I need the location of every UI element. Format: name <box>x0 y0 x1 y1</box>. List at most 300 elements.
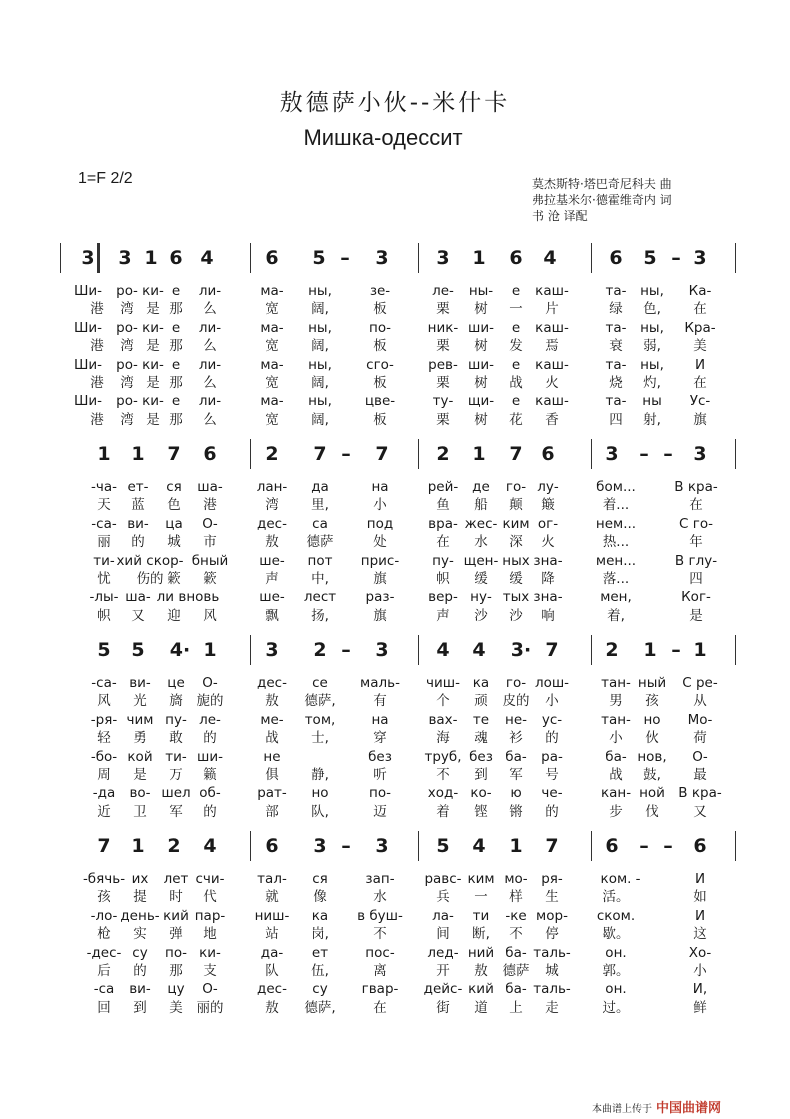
lyric-syllable: 落... <box>602 571 630 587</box>
lyric-syllable: на <box>371 479 389 495</box>
lyric-syllable: 样 <box>509 889 523 906</box>
lyric-syllable: е <box>511 356 521 373</box>
lyric-syllable: тал- <box>257 871 287 887</box>
note: 7 <box>545 639 559 661</box>
lyric-syllable: 如 <box>693 889 707 906</box>
lyric-syllable: 水 <box>474 534 488 551</box>
lyric-syllable: 响 <box>541 607 555 624</box>
lyric-syllable: 走 <box>545 999 559 1016</box>
lyric-syllable: 鱼 <box>436 497 450 514</box>
note: 2 <box>436 443 450 465</box>
lyric-syllable: ны- <box>468 283 494 299</box>
lyric-syllable: 在 <box>693 375 707 391</box>
lyric-syllable: 射, <box>643 411 661 428</box>
lyric-syllable: 过。 <box>602 999 630 1016</box>
lyric-syllable: кий <box>163 907 189 924</box>
lyric-syllable: 的 <box>545 730 559 747</box>
lyric-syllable: 地 <box>203 926 217 943</box>
lyric-syllable: ря- <box>541 871 563 887</box>
lyric-syllable: ны, <box>640 356 664 373</box>
lyric-syllable: 那 <box>169 301 183 318</box>
lyric-syllable: 香 <box>545 411 559 428</box>
note: 3 <box>693 247 707 269</box>
lyric-syllable: 丽的 <box>196 999 224 1016</box>
lyric-syllable: е <box>511 283 521 299</box>
lyric-syllable: да- <box>260 944 284 961</box>
note: 6 <box>169 247 183 269</box>
lyric-syllable: 小 <box>545 693 559 710</box>
lyric-syllable: щен- <box>463 552 499 569</box>
barline <box>735 831 736 861</box>
lyric-syllable: 断, <box>472 926 490 943</box>
barline <box>591 635 592 665</box>
lyric-syllable: 板 <box>373 338 387 355</box>
lyric-syllable: ный <box>637 675 667 691</box>
lyric-syllable: ну- <box>470 589 492 606</box>
lyric-syllable: пос- <box>365 944 395 961</box>
lyric-syllable: лан- <box>256 479 288 495</box>
lyric-syllable: са <box>312 515 328 532</box>
lyric-syllable: 色 <box>167 497 181 514</box>
lyric-syllable: 宽 <box>265 411 279 428</box>
note: 3· <box>510 639 532 661</box>
lyric-syllable: 栗 <box>436 338 450 355</box>
barline <box>418 439 419 469</box>
lyric-syllable: не <box>263 748 281 765</box>
lyric-syllable: счи- <box>195 871 225 887</box>
lyric-syllable: он. <box>605 981 627 998</box>
note: 5 <box>643 247 657 269</box>
lyric-syllable: ной <box>639 785 665 802</box>
lyric-syllable: ки- <box>142 319 164 336</box>
lyric-syllable: 迈 <box>373 803 387 820</box>
lyric-syllable: 水 <box>373 889 387 906</box>
lyric-syllable: 四 <box>689 571 703 587</box>
lyric-syllable: 就 <box>265 889 279 906</box>
lyric-syllable: ся <box>166 479 182 495</box>
lyric-syllable: 栗 <box>436 301 450 318</box>
lyric-syllable: ны, <box>308 356 332 373</box>
lyric-syllable: 那 <box>169 411 183 428</box>
lyric-syllable: 树 <box>474 301 488 318</box>
lyric-syllable: 号 <box>545 767 559 783</box>
lyric-syllable: 德萨, <box>304 999 336 1016</box>
lyric-syllable: 阔, <box>311 301 329 318</box>
lyric-syllable: 风 <box>203 607 217 624</box>
lyric-syllable: ви- <box>129 981 151 998</box>
lyric-syllable: О- <box>202 515 218 532</box>
lyric-syllable: под <box>366 515 394 532</box>
lyric-syllable: ском. <box>596 907 636 924</box>
lyric-syllable: труб, <box>424 748 462 765</box>
lyric-syllable: е <box>511 393 521 410</box>
lyric-syllable: ны, <box>640 319 664 336</box>
lyric-syllable: 伍, <box>311 963 329 979</box>
lyric-syllable: 栗 <box>436 411 450 428</box>
note: 7 <box>375 443 389 465</box>
lyric-syllable: но <box>311 785 329 802</box>
lyric-syllable: е <box>511 319 521 336</box>
lyric-syllable: се <box>312 675 328 691</box>
lyric-syllable: пу- <box>165 711 187 728</box>
note: 7 <box>545 835 559 857</box>
lyric-syllable: лет <box>163 871 189 887</box>
lyric-syllable: маль- <box>360 675 400 691</box>
lyric-syllable: рат- <box>257 785 287 802</box>
lyric-syllable: нов, <box>637 748 667 765</box>
lyric-syllable: ба- <box>505 944 527 961</box>
lyric-syllable: ким <box>467 871 495 887</box>
lyric-syllable: ше- <box>259 589 285 606</box>
lyric-syllable: 德萨 <box>306 534 334 551</box>
lyric-syllable: пот <box>307 552 333 569</box>
lyric-syllable: 光 <box>133 693 147 710</box>
lyric-syllable: ба- <box>505 748 527 765</box>
note: 1 <box>472 443 486 465</box>
lyric-syllable: 弹 <box>169 926 183 943</box>
lyric-syllable: С го- <box>679 515 713 532</box>
lyric-syllable: ки- <box>142 393 164 410</box>
lyric-syllable: 一 <box>474 889 488 906</box>
lyric-syllable: щи- <box>467 393 495 410</box>
lyric-syllable: прис- <box>360 552 400 569</box>
lyric-syllable: 战 <box>265 730 279 747</box>
lyric-syllable: 穿 <box>373 730 387 747</box>
lyric-syllable: не- <box>504 711 528 728</box>
note: 1 <box>203 639 217 661</box>
barline <box>591 831 592 861</box>
lyric-syllable: та- <box>605 319 627 336</box>
note: 6 <box>265 835 279 857</box>
lyric-syllable: 宽 <box>265 375 279 391</box>
lyric-syllable: 队, <box>311 803 329 820</box>
lyric-syllable: 颠 <box>509 497 523 514</box>
lyric-syllable: 伙 <box>645 730 659 747</box>
lyric-syllable: ки- <box>199 944 221 961</box>
lyric-syllable: 听 <box>373 767 387 783</box>
lyric-syllable: 像 <box>313 889 327 906</box>
lyric-syllable: мен... <box>595 552 637 569</box>
barline <box>591 243 592 273</box>
footer <box>592 1097 721 1116</box>
lyric-syllable: тых <box>502 589 530 606</box>
lyric-syllable: 的 <box>203 803 217 820</box>
lyric-syllable: е <box>171 393 181 410</box>
repeat-sign <box>97 243 100 273</box>
lyric-syllable: дес- <box>257 981 287 998</box>
lyric-syllable: -бячь- <box>82 871 126 887</box>
note: 3 <box>436 247 450 269</box>
lyric-syllable: без <box>469 748 493 765</box>
lyric-syllable: 处 <box>373 534 387 551</box>
lyric-syllable: 湾 <box>120 411 134 428</box>
lyric-syllable: по- <box>369 785 391 802</box>
lyric-syllable: мо- <box>504 871 528 887</box>
lyric-syllable: ных <box>502 552 530 569</box>
lyric-syllable: е <box>171 283 181 299</box>
barline <box>418 635 419 665</box>
lyric-syllable: ша- <box>125 589 151 606</box>
lyric-syllable: 港 <box>203 497 217 514</box>
lyric-syllable: 色, <box>643 301 661 318</box>
lyric-syllable: 荷 <box>693 730 707 747</box>
lyric-syllable: Ши- <box>73 356 103 373</box>
lyric-syllable: 是 <box>146 301 160 318</box>
lyric-syllable: ле- <box>432 283 454 299</box>
lyric-syllable: жес- <box>464 515 498 532</box>
lyric-syllable: -да <box>92 785 116 802</box>
lyric-syllable: В глу- <box>674 552 718 569</box>
lyric-syllable: 是 <box>146 338 160 355</box>
lyric-syllable: ти <box>472 907 490 924</box>
note: 1 <box>509 835 523 857</box>
lyric-syllable: 离 <box>373 963 387 979</box>
barline <box>250 831 251 861</box>
lyric-syllable: цу <box>167 981 185 998</box>
lyric-syllable: е <box>171 319 181 336</box>
lyric-syllable: зна- <box>533 589 563 606</box>
lyric-syllable: ши- <box>197 748 223 765</box>
lyric-syllable: вах- <box>428 711 458 728</box>
lyric-syllable: 热... <box>602 534 630 551</box>
lyric-syllable: -са- <box>91 675 117 691</box>
lyric-syllable: 旗 <box>373 607 387 624</box>
lyric-syllable: ли вновь <box>156 589 220 606</box>
lyric-syllable: го- <box>505 479 527 495</box>
lyric-syllable: ход- <box>427 785 459 802</box>
lyric-syllable: 到 <box>474 767 488 783</box>
lyric-syllable: су <box>132 944 148 961</box>
lyric-syllable: ши- <box>468 356 494 373</box>
lyric-syllable: 着... <box>602 497 630 514</box>
lyric-syllable: 着, <box>607 607 625 624</box>
lyric-syllable: нем... <box>595 515 637 532</box>
lyric-syllable: 战 <box>509 375 523 391</box>
lyric-syllable: без <box>368 748 392 765</box>
lyric-syllable: 不 <box>436 767 450 783</box>
lyric-syllable: бом... <box>596 479 636 495</box>
note: 3 <box>313 835 327 857</box>
lyric-syllable: 在 <box>373 999 387 1016</box>
lyric-syllable: 中, <box>311 571 329 587</box>
lyric-syllable: 铿 <box>474 803 488 820</box>
lyric-syllable: И <box>694 871 706 887</box>
lyric-syllable: 个 <box>436 693 450 710</box>
note: 3 <box>693 443 707 465</box>
lyric-syllable: но <box>643 711 661 728</box>
lyric-syllable: 敖 <box>265 534 279 551</box>
lyric-syllable: ний <box>467 944 495 961</box>
lyric-syllable: 在 <box>693 301 707 318</box>
lyric-syllable: 是 <box>146 411 160 428</box>
lyric-syllable: цве- <box>364 393 396 410</box>
lyric-syllable: 船 <box>474 497 488 514</box>
lyric-syllable: по- <box>369 319 391 336</box>
lyric-syllable: 皮的 <box>502 693 530 710</box>
lyric-syllable: 片 <box>545 301 559 318</box>
lyric-syllable: 绿 <box>609 301 623 318</box>
lyric-syllable: 停 <box>545 926 559 943</box>
lyric-syllable: 伐 <box>645 803 659 820</box>
lyric-syllable: чим <box>126 711 154 728</box>
lyric-syllable: 花 <box>509 411 523 428</box>
lyric-syllable: Ка- <box>688 283 712 299</box>
lyric-syllable: ус- <box>541 711 563 728</box>
lyric-syllable: 的 <box>131 534 145 551</box>
lyric-syllable: 簌 <box>167 571 181 587</box>
lyric-syllable: 城 <box>545 963 559 979</box>
barline <box>591 439 592 469</box>
lyric-syllable: 歇。 <box>602 926 630 943</box>
lyric-syllable: 到 <box>133 999 147 1016</box>
lyric-syllable: -дес- <box>86 944 122 961</box>
lyric-syllable: Ус- <box>689 393 711 410</box>
note: 3 <box>265 639 279 661</box>
note: 3 <box>375 247 389 269</box>
lyric-syllable: ка <box>311 907 329 924</box>
lyric-syllable: 籁 <box>203 767 217 783</box>
lyric-syllable: 德萨 <box>502 963 530 979</box>
barline <box>250 243 251 273</box>
lyric-syllable: 时 <box>169 889 183 906</box>
lyric-syllable: тан- <box>601 675 631 691</box>
lyric-syllable: 飘 <box>265 607 279 624</box>
lyric-syllable: 湾 <box>120 338 134 355</box>
lyric-syllable: О- <box>202 675 218 691</box>
lyric-syllable: ки- <box>142 356 164 373</box>
lyric-syllable: 活。 <box>602 889 630 906</box>
lyric-syllable: каш- <box>535 283 569 299</box>
note: 2 <box>313 639 327 661</box>
lyric-syllable: бный <box>191 552 229 569</box>
lyric-syllable: 郭。 <box>602 963 630 979</box>
lyric-syllable: об- <box>199 785 221 802</box>
lyric-syllable: кий <box>468 981 494 998</box>
lyric-syllable: ра- <box>541 748 563 765</box>
lyric-syllable: О- <box>692 748 708 765</box>
note: 4 <box>472 639 486 661</box>
lyric-syllable: 孩 <box>645 693 659 710</box>
lyric-syllable: ко- <box>470 785 492 802</box>
lyric-syllable: 步 <box>609 803 623 820</box>
note: 2 <box>167 835 181 857</box>
lyric-syllable: 旎的 <box>196 693 224 710</box>
lyric-syllable: 树 <box>474 338 488 355</box>
note: 7 <box>313 443 327 465</box>
lyric-syllable: кан- <box>600 785 632 802</box>
lyric-syllable: ти- <box>165 748 187 765</box>
lyric-syllable: пу- <box>432 552 454 569</box>
note: 3 <box>118 247 132 269</box>
lyric-syllable: ны <box>642 393 662 410</box>
lyric-syllable: 战 <box>609 767 623 783</box>
lyric-syllable: во- <box>129 785 151 802</box>
lyric-syllable: ли- <box>198 356 222 373</box>
lyric-syllable: Ши- <box>73 319 103 336</box>
note: 7 <box>97 835 111 857</box>
lyric-syllable: ви- <box>127 515 149 532</box>
lyric-syllable: ник- <box>427 319 459 336</box>
lyric-syllable: 这 <box>693 926 707 943</box>
lyric-syllable: лош- <box>534 675 570 691</box>
lyric-syllable: 声 <box>265 571 279 587</box>
credit-lyricist: 弗拉基米尔·德霍维奇内 词 <box>532 193 672 207</box>
note: – <box>341 443 351 465</box>
lyric-syllable: -ло- <box>90 907 118 924</box>
lyric-syllable: В кра- <box>674 479 718 495</box>
lyric-syllable: ро- <box>116 319 138 336</box>
lyric-syllable: 湾 <box>265 497 279 514</box>
lyric-syllable: 衰 <box>609 338 623 355</box>
lyric-syllable: 的 <box>133 963 147 979</box>
lyric-syllable: 魂 <box>474 730 488 747</box>
note: 1 <box>693 639 707 661</box>
lyric-syllable: таль- <box>533 944 571 961</box>
lyric-syllable: -ча- <box>91 479 117 495</box>
barline <box>418 831 419 861</box>
lyric-syllable: 队 <box>265 963 279 979</box>
lyric-syllable: 港 <box>90 411 104 428</box>
note: – <box>341 835 351 857</box>
lyric-syllable: Ши- <box>73 283 103 299</box>
note: 2 <box>605 639 619 661</box>
lyric-syllable: че- <box>541 785 563 802</box>
lyric-syllable: 男 <box>609 693 623 710</box>
lyric-syllable: 火 <box>541 534 555 551</box>
note: 4 <box>472 835 486 857</box>
lyric-syllable: их <box>131 871 149 887</box>
note: 6 <box>693 835 707 857</box>
lyric-syllable: вер- <box>428 589 458 606</box>
lyric-syllable: ца <box>165 515 183 532</box>
lyric-syllable: 么 <box>203 338 217 355</box>
lyric-syllable: ту- <box>432 393 454 410</box>
note: 1 <box>472 247 486 269</box>
barline <box>735 439 736 469</box>
note: – <box>341 639 351 661</box>
lyric-syllable: 城 <box>167 534 181 551</box>
lyric-syllable: 簸 <box>541 497 555 514</box>
lyric-syllable: 板 <box>373 375 387 391</box>
note: 1 <box>144 247 158 269</box>
key-signature: 1=F 2/2 <box>78 170 133 187</box>
lyric-syllable: в буш- <box>357 907 403 924</box>
lyric-syllable: кой <box>127 748 153 765</box>
note: – <box>671 639 681 661</box>
lyric-syllable: 在 <box>689 497 703 514</box>
lyric-syllable: 海 <box>436 730 450 747</box>
lyric-syllable: 德萨, <box>304 693 336 710</box>
lyric-syllable: гвар- <box>361 981 399 998</box>
lyric-syllable: 回 <box>97 999 111 1016</box>
lyric-syllable: 站 <box>265 926 279 943</box>
lyric-syllable: лест <box>303 589 337 606</box>
lyric-syllable: сго- <box>366 356 394 373</box>
lyric-syllable: ет- <box>127 479 149 495</box>
lyric-syllable: ны, <box>308 283 332 299</box>
note: 4 <box>436 639 450 661</box>
song-subtitle: Мишка-одессит <box>303 125 463 150</box>
lyric-syllable: це <box>167 675 185 691</box>
lyric-syllable: 声 <box>436 607 450 624</box>
note: 3 <box>375 639 389 661</box>
lyric-syllable: ли- <box>198 319 222 336</box>
lyric-syllable: ро- <box>116 283 138 299</box>
barline <box>418 243 419 273</box>
lyric-syllable: каш- <box>535 393 569 410</box>
lyric-syllable: 轻 <box>97 730 111 747</box>
lyric-syllable: 火 <box>545 375 559 391</box>
